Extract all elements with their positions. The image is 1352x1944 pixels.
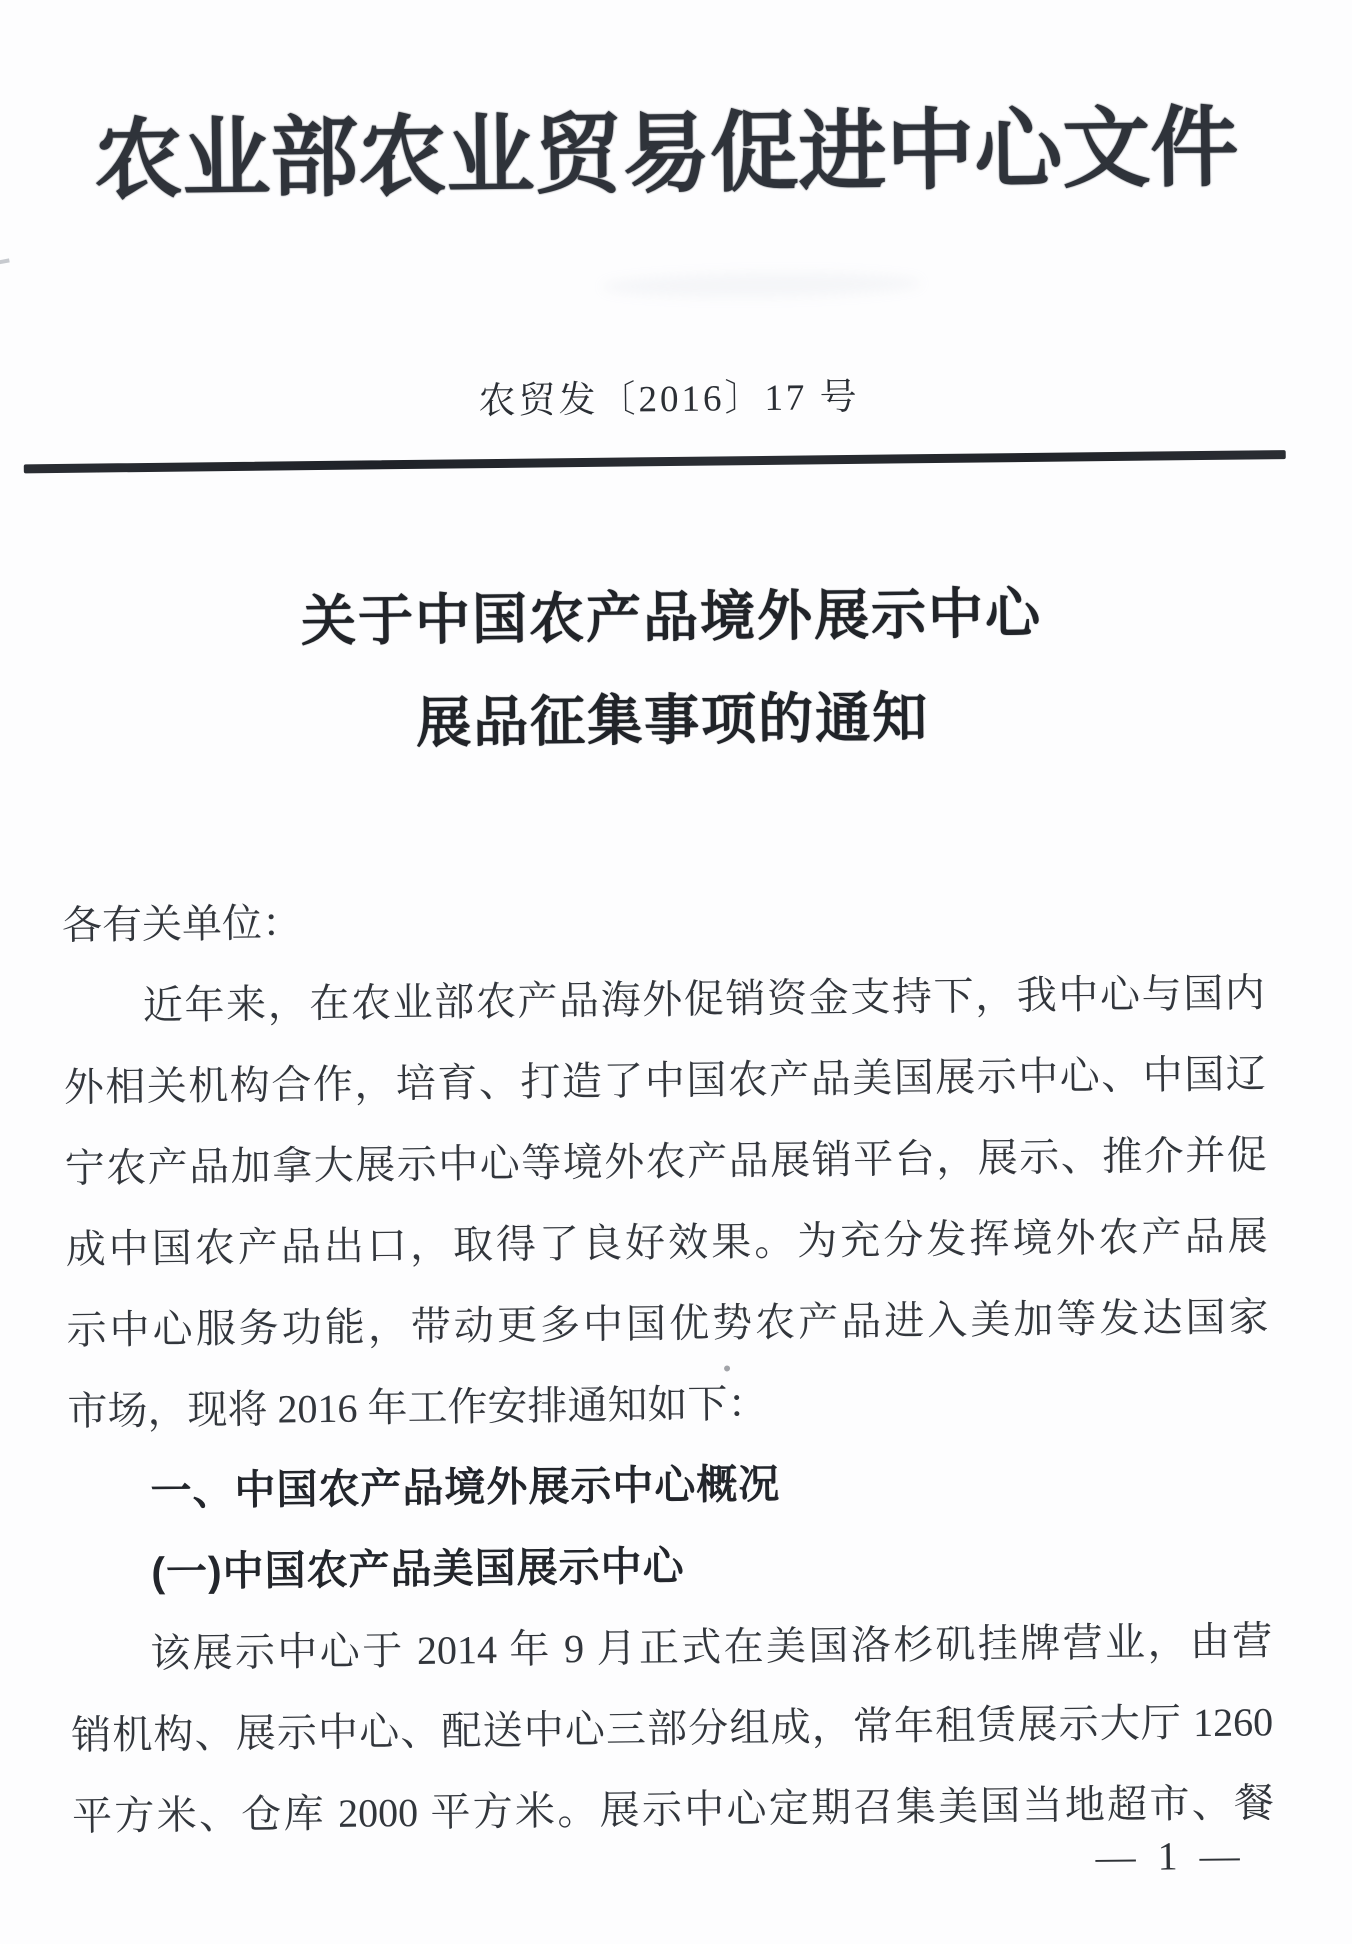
paragraph-line: 市场，现将 2016 年工作安排通知如下：: [67, 1380, 768, 1434]
paragraph-line: 宁农产品加拿大展示中心等境外农产品展销平台，展示、推介并促: [64, 1132, 1267, 1191]
paragraph-line: 近年来，在农业部农产品海外促销资金支持下，我中心与国内: [142, 970, 1266, 1029]
paragraph-line: 销机构、展示中心、配送中心三部分组成，常年租赁展示大厅 1260: [70, 1699, 1274, 1758]
document-body: [62, 871, 1275, 1857]
scan-smudge-artifact: [602, 271, 922, 299]
document-title: [0, 558, 1349, 779]
section-heading: 一、中国农产品境外展示中心概况: [150, 1460, 781, 1514]
page-number: — 1 —: [1095, 1832, 1246, 1880]
scan-edge-artifact: [0, 258, 10, 264]
document-title-line-1: 关于中国农产品境外展示中心: [300, 582, 1043, 653]
agency-masthead: 农业部农业贸易促进中心文件: [93, 100, 1239, 211]
paragraph-line: 平方米、仓库 2000 平方米。展示中心定期召集美国当地超市、餐: [71, 1780, 1275, 1839]
subsection-heading: (一)中国农产品美国展示中心: [151, 1542, 685, 1595]
document-title-line-2: 展品征集事项的通知: [415, 687, 930, 754]
paragraph-line: 示中心服务功能，带动更多中国优势农产品进入美加等发达国家: [66, 1294, 1269, 1353]
document-reference-number: 农贸发〔2016〕17 号: [478, 376, 860, 423]
salutation-line: 各有关单位：: [61, 900, 303, 948]
paragraph-line: 外相关机构合作，培育、打造了中国农产品美国展示中心、中国辽: [63, 1051, 1267, 1110]
paragraph-line: 成中国农产品出口，取得了良好效果。为充分发挥境外农产品展: [65, 1213, 1268, 1272]
masthead-divider-rule: [24, 450, 1286, 473]
paragraph-line: 该展示中心于 2014 年 9 月正式在美国洛杉矶挂牌营业，由营: [150, 1618, 1273, 1677]
